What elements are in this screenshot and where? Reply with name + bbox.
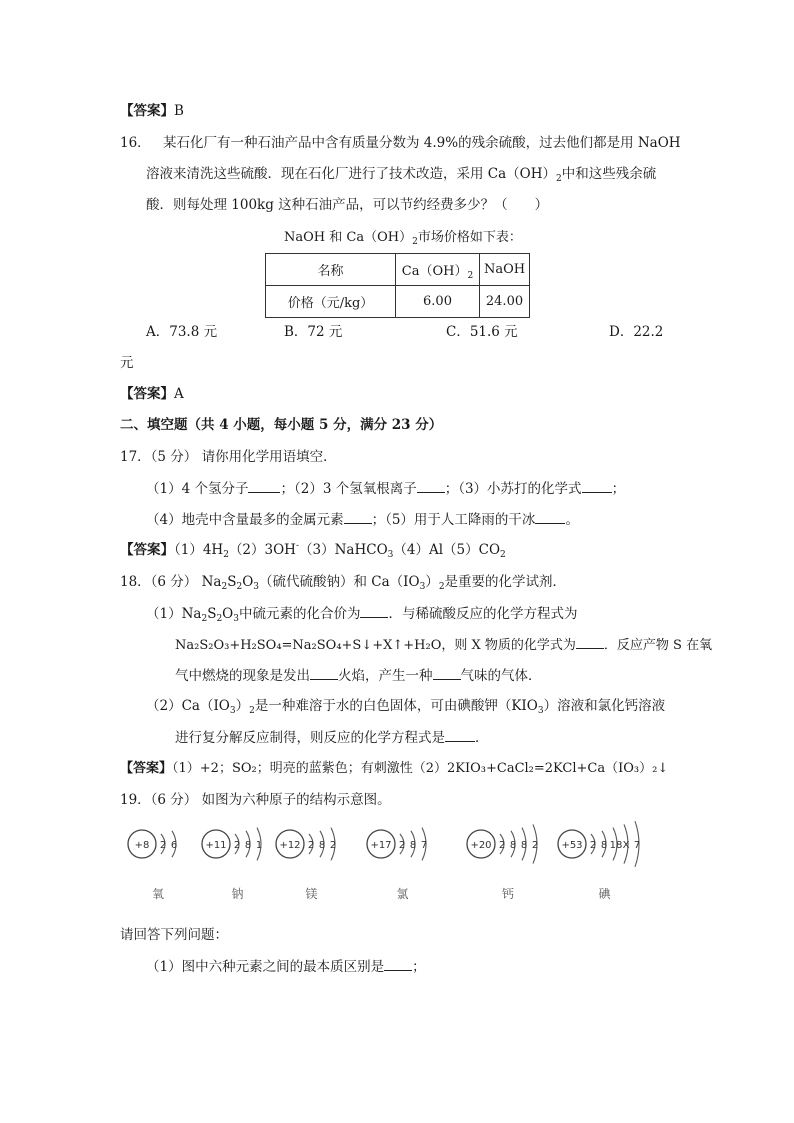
- answer-blank[interactable]: [582, 478, 612, 493]
- price-table: [265, 253, 530, 318]
- answer-16: [120, 384, 184, 404]
- nucleus-charge: +12: [279, 840, 301, 851]
- item-text: 。: [565, 512, 579, 528]
- electron-count: 8: [600, 840, 608, 851]
- answer-blank[interactable]: [310, 665, 338, 680]
- answer-text: （2）3OH: [228, 542, 296, 558]
- text: 中硫元素的化合价为: [238, 606, 361, 622]
- row-naoh-price: 24.00: [480, 286, 530, 318]
- subscript: 2: [467, 271, 474, 281]
- text: 是重要的化学试剂．: [444, 574, 567, 590]
- item-text: ；（2）3 个氢氧根离子: [280, 481, 417, 497]
- text: ．反应产物 S 在氧: [603, 638, 713, 653]
- atom-4: [367, 828, 427, 901]
- text: S: [227, 574, 237, 590]
- subscript: 2: [438, 582, 445, 592]
- electron-count: 8: [318, 840, 326, 851]
- subscript: 3: [229, 706, 236, 716]
- element-name: 氯: [396, 887, 409, 901]
- answer-blank[interactable]: [248, 478, 280, 493]
- text: ）溶液和氯化钙溶液: [543, 698, 666, 714]
- electron-count: 8: [244, 840, 252, 851]
- row-label: 价格（元/kg）: [266, 286, 396, 318]
- text: 气中燃烧的现象是发出: [175, 668, 310, 684]
- electron-count: 2: [589, 840, 597, 851]
- table-row: [266, 286, 530, 318]
- equation-text: Na₂S₂O₃+H₂SO₄=Na₂SO₄+S↓+X↑+H₂O，则 X 物质的化学式为: [175, 638, 576, 653]
- question-text: 中和这些残余硫: [561, 166, 657, 182]
- text: O: [242, 574, 254, 590]
- electron-count: 6: [170, 840, 178, 851]
- text: S: [207, 606, 217, 622]
- electron-count: 2: [307, 840, 315, 851]
- table-header-row: [266, 254, 530, 286]
- atom-2: [202, 828, 262, 901]
- electron-count: 2: [159, 840, 167, 851]
- subscript: 3: [233, 614, 239, 624]
- electron-count: 8: [509, 840, 517, 851]
- item-text: ；（3）小苏打的化学式: [444, 481, 582, 497]
- nucleus-charge: +53: [561, 840, 583, 851]
- question-17-line-2: [146, 509, 579, 530]
- question-18-equation: [175, 634, 712, 656]
- element-name: 氧: [151, 887, 165, 901]
- option-c: C．51.6 元: [446, 324, 518, 340]
- question-19-header: 19．（6 分） 如图为六种原子的结构示意图。: [120, 792, 391, 808]
- question-17-header: 17．（5 分） 请你用化学用语填空．: [120, 449, 337, 465]
- header-caoh: [396, 254, 480, 286]
- row-caoh-price: 6.00: [396, 286, 480, 318]
- answer-15: [120, 101, 184, 121]
- element-name: 碘: [598, 887, 611, 901]
- text: （2）Ca（IO: [146, 698, 230, 714]
- nucleus-charge: +11: [205, 840, 227, 851]
- atom-6: [558, 821, 640, 901]
- answer-blank[interactable]: [433, 665, 461, 680]
- subscript: 2: [216, 614, 223, 624]
- answer-label: 【答案】: [120, 386, 174, 402]
- caption-text: NaOH 和 Ca（OH）: [284, 230, 413, 245]
- text: 进行复分解反应制得，则反应的化学方程式是: [175, 730, 445, 746]
- question-18-part-1-line-3: [175, 665, 542, 686]
- answer-blank[interactable]: [360, 603, 388, 618]
- answer-blank[interactable]: [576, 634, 604, 649]
- text: 气味的气体．: [460, 668, 542, 684]
- text: 火焰，产生一种: [338, 668, 433, 684]
- answer-value: A: [174, 386, 184, 402]
- question-18-part-2: [146, 696, 665, 716]
- answer-text: （3）NaHCO: [299, 542, 388, 558]
- item-text: （4）地壳中含量最多的金属元素: [146, 512, 344, 528]
- question-16-line-2: [146, 164, 656, 184]
- answer-17: [120, 540, 506, 560]
- nucleus-charge: +8: [134, 840, 150, 851]
- answer-blank[interactable]: [384, 956, 412, 971]
- subscript: 2: [249, 706, 255, 716]
- text: ．: [475, 730, 489, 746]
- text: （1）Na: [146, 606, 202, 622]
- section-title: 二、填空题（共 4 小题，每小题 5 分，满分 23 分）: [120, 417, 443, 433]
- electron-count: 2: [233, 840, 241, 851]
- option-b: B．72 元: [284, 324, 343, 340]
- answer-blank[interactable]: [535, 509, 565, 524]
- header-caoh-text: Ca（OH）: [401, 264, 468, 279]
- option-d: D．22.2: [609, 324, 664, 340]
- answer-text: （4）Al（5）CO: [393, 542, 501, 558]
- atom-3: [276, 828, 336, 901]
- electron-count: 1: [255, 840, 263, 851]
- table-caption: [284, 228, 522, 248]
- electron-count: X: [622, 840, 630, 851]
- question-18-part-1: [146, 603, 577, 624]
- answer-label: 【答案】: [120, 761, 173, 776]
- electron-count: 2: [498, 840, 506, 851]
- nucleus-charge: +20: [470, 840, 492, 851]
- question-17-line-1: [146, 478, 625, 499]
- item-text: （1）4 个氢分子: [146, 481, 249, 497]
- answer-value: B: [174, 103, 184, 119]
- question-16-line-3: [146, 195, 548, 215]
- answer-blank[interactable]: [417, 478, 445, 493]
- answer-text: （1）+2；SO₂；明亮的蓝紫色；有刺激性（2）2KIO₃+CaCl₂=2KCl+Ca（IO₃）₂↓: [172, 761, 669, 776]
- electron-count: 18: [609, 840, 623, 851]
- caption-text: 市场价格如下表：: [417, 230, 522, 245]
- subscript: 2: [500, 550, 506, 560]
- question-19-prompt: 请回答下列问题：: [120, 927, 228, 943]
- text: 18．（6 分） Na: [120, 574, 222, 590]
- subscript: 2: [223, 550, 229, 560]
- text: ．与稀硫酸反应的化学方程式为: [388, 606, 578, 622]
- nucleus-charge: +17: [370, 840, 392, 851]
- atom-5: [467, 824, 538, 901]
- atom-1: [128, 830, 177, 901]
- answer-text: （1）4H: [174, 542, 224, 558]
- subscript: 2: [221, 582, 228, 592]
- electron-count: 7: [420, 840, 428, 851]
- subscript: 3: [253, 582, 259, 592]
- question-18-part-2-line-2: [175, 727, 489, 748]
- element-name: 钙: [501, 887, 515, 901]
- header-naoh: NaOH: [480, 254, 530, 286]
- text: ）: [425, 574, 439, 590]
- question-number: 16．: [120, 135, 151, 151]
- option-d-wrap: 元: [120, 355, 134, 371]
- electron-count: 8: [520, 840, 528, 851]
- question-18-header: [120, 572, 566, 592]
- answer-blank[interactable]: [344, 509, 372, 524]
- question-text: 某石化厂有一种石油产品中含有质量分数为 4.9%的残余硫酸，过去他们都是用 NaOH: [162, 135, 681, 151]
- atom-structure-diagram: [120, 812, 680, 912]
- subscript: 2: [201, 614, 208, 624]
- electron-count: 7: [633, 840, 641, 851]
- option-a: A．73.8 元: [146, 324, 218, 340]
- electron-count: 2: [531, 840, 539, 851]
- question-text: 溶液来清洗这些硫酸．现在石化厂进行了技术改造，采用 Ca（OH）: [146, 166, 557, 182]
- electron-count: 8: [409, 840, 417, 851]
- item-text: ；: [412, 959, 426, 975]
- electron-count: 2: [398, 840, 406, 851]
- text: 是一种难溶于水的白色固体，可由碘酸钾（KIO: [254, 698, 538, 714]
- answer-18: [120, 759, 668, 779]
- text: （硫代硫酸钠）和 Ca（IO: [259, 574, 420, 590]
- superscript: -: [295, 541, 300, 551]
- subscript: 3: [419, 582, 426, 592]
- item-text: ；: [611, 481, 626, 497]
- element-name: 镁: [305, 887, 318, 901]
- answer-label: 【答案】: [120, 542, 174, 558]
- text: ）: [235, 698, 250, 714]
- item-text: （1）图中六种元素之间的最本质区别是: [146, 959, 385, 975]
- question-19-item-1: [146, 956, 426, 977]
- question-16-line-1: [120, 133, 681, 153]
- subscript: 2: [236, 582, 243, 592]
- element-name: 钠: [231, 887, 244, 901]
- subscript: 2: [556, 174, 562, 184]
- item-text: ；（5）用于人工降雨的干冰: [371, 512, 536, 528]
- answer-blank[interactable]: [445, 727, 475, 742]
- text: O: [222, 606, 234, 622]
- subscript: 3: [537, 706, 544, 716]
- question-text: 酸．则每处理 100kg 这种石油产品，可以节约经费多少？（ ）: [146, 197, 549, 213]
- subscript: 3: [387, 550, 394, 560]
- header-name: 名称: [266, 254, 396, 286]
- answer-label: 【答案】: [120, 103, 174, 119]
- subscript: 2: [412, 237, 418, 247]
- electron-count: 2: [329, 840, 337, 851]
